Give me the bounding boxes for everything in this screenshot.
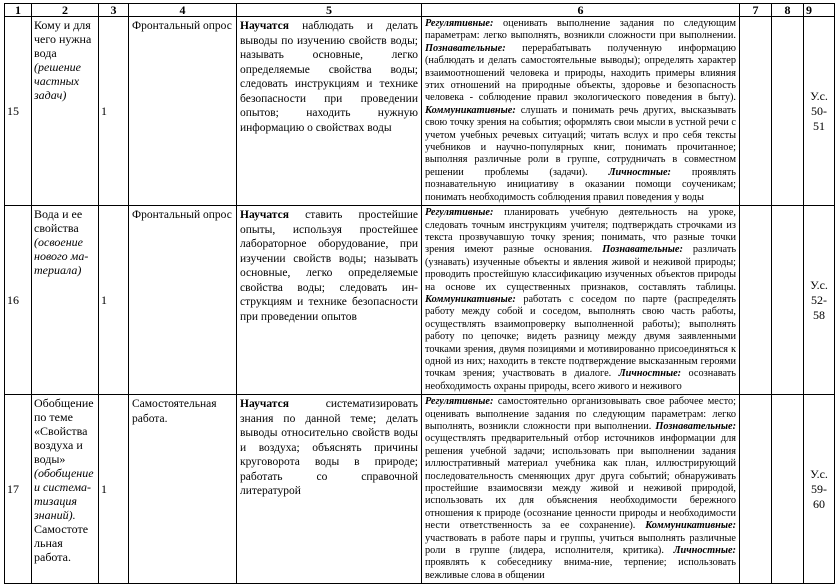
uud-text: осуществлять предварительный отбор источников информации для решения учебной задачи; использовать при выполнении задания иллюстративный материал учебника как план, иллюстрирующий последовательность сменяющих друг друга событий; обнаруживать простейшие взаимосвязи между живой и неживой природой, использовать их для объяснения необходимости бережного отношения к природе (осознание ценности природы и необходимости нести ответственность за ее сохранение).: [425, 433, 736, 532]
lesson-hours: 1: [99, 206, 129, 395]
uud-cell: [422, 17, 740, 206]
uud-text: проявлять к собеседнику внима-ние, терпение; использовать вежливые слова в общении: [425, 557, 736, 581]
outcome-label: Научатся: [240, 20, 289, 32]
outcome-text: ставить простейшие опыты, используя простейшее лабораторное оборудование, при изучении свойств воды; называть основные, легко определяемые свойства воды; следовать ин-струкциям и технике безопасности при проведении опытов: [240, 209, 418, 323]
empty-cell: [772, 395, 804, 584]
table-row: [5, 395, 835, 584]
empty-cell: [772, 17, 804, 206]
uud-label: Коммуникативные:: [425, 104, 516, 116]
uud-label: Познавательные:: [655, 421, 736, 432]
header-cell: 5: [237, 4, 422, 17]
lesson-number: 16: [5, 206, 32, 395]
lesson-topic: [32, 395, 99, 584]
pages-from: 50-: [811, 103, 827, 118]
outcome-label: Научатся: [240, 209, 289, 222]
uud-text: участвовать в работе пары и группы, учиться выполнять различные роли в группе (лидера, исполнителя, критика).: [425, 532, 736, 557]
uud-cell: [422, 395, 740, 584]
uud-label: Познавательные:: [602, 244, 683, 256]
lesson-topic: [32, 17, 99, 206]
topic-tail: Самостоте льная работа.: [34, 522, 89, 565]
header-cell: 1: [5, 4, 32, 17]
uud-text: работать с соседом по парте (распределять работу между собой и соседом, выполнять свою часть работы, осуществлять взаимопроверку выполненной работы); выполнять работу по цепочке; видеть разницу между двумя заявленными точками зрения, двумя позициями и мотивированно присоединяться к одной из них; находить в тексте подтверждение высказанным героями точкам зрения; участвовать в диалоге.: [425, 293, 736, 380]
topic-title: Обобщение по теме «Свойства воздуха и воды»: [34, 396, 94, 467]
header-cell: 9: [804, 4, 835, 17]
header-cell: 8: [772, 4, 804, 17]
uud-text: самостоятельно организовывать свое рабочее место; оценивать выполнение задания по следующим параметрам: легко выполнять, возникли сложности при выполнении.: [425, 396, 736, 432]
pages-to: 60: [813, 496, 825, 511]
header-cell: 3: [99, 4, 129, 17]
empty-cell: [740, 17, 772, 206]
uud-text: планировать учебную деятельность на уроке, следовать точным инструкциям учителя; подтверждать строчками из текста прозвучавшую точку зрения; понимать, что разные точки зрения имеют разные основания.: [425, 207, 736, 256]
uud-label: Познавательные:: [425, 42, 506, 54]
header-cell: 7: [740, 4, 772, 17]
textbook-pages: [804, 206, 835, 395]
uud-label: Регулятивные:: [425, 18, 494, 29]
pages-from: 52-: [811, 292, 827, 307]
uud-text: различать (узнавать) изученные объекты и явления живой и неживой природы; проводить простейшую классификацию изученных объектов природы на основе их существенных признаков, составлять таблицы.: [425, 244, 737, 293]
empty-cell: [740, 206, 772, 395]
uud-cell: [422, 206, 740, 395]
uud-label: Регулятивные:: [425, 396, 494, 408]
lesson-hours: 1: [99, 17, 129, 206]
uud-text: проявлять познавательную инициативу в оказании помощи соученикам; понимать необходимость соблюдения правил поведения у воды: [425, 166, 736, 203]
outcome-text: систематизировать знания по данной теме; делать выводы относительно свойств воды и воздуха; объяснять причины круговорота воды в природе; работать со справочной литературой: [240, 398, 418, 498]
uud-label: Личностные:: [673, 545, 736, 557]
uud-text: перерабатывать полученную информацию (наблюдать и делать самостоятельные выводы); определять характер взаимоотношений человека и природы, находить примеры влияния этих отношений на природные объекты, здоровье и безопасность человека - соблюдение правил экологического поведения в быту).: [425, 42, 736, 104]
uud-text: осознавать необходимость охраны природы, всего живого и неживого: [425, 368, 737, 392]
topic-title: Кому и для чего нужна вода: [34, 18, 92, 60]
header-row: [5, 4, 835, 17]
pages-to: 51: [813, 118, 825, 133]
pages-label: У.с.: [810, 466, 828, 481]
empty-cell: [772, 206, 804, 395]
table-row: [5, 206, 835, 395]
uud-text: оценивать выполнение задания по следующим параметрам: легко выполнять, возникли сложности при выполнении.: [425, 18, 736, 42]
pages-to: 58: [813, 307, 825, 322]
lesson-topic: [32, 206, 99, 395]
header-cell: 6: [422, 4, 740, 17]
outcome-text: наблюдать и делать выводы по изучению свойств воды; называть основные, легко определяемые свойства воды; следовать инструкциям и технике безопасности при проведении опытов; находить нужную информацию о свойствах воды: [240, 20, 418, 134]
pages-from: 59-: [811, 481, 827, 496]
topic-title: Вода и ее свойства: [34, 207, 83, 236]
uud-text: слушать и понимать речь других, высказывать свою точку зрения на события; оформлять свои мысли в устной речи с учетом учебных речевых ситуаций; читать вслух и про себя тексты учебников и научно-популярных книг, понимать прочитанное; выполняя различные роли в группе, сотрудничать в совместном решении проблемы (задачи).: [425, 104, 736, 178]
pages-label: У.с.: [810, 88, 828, 103]
table-row: [5, 17, 835, 206]
outcome-label: Научатся: [240, 398, 289, 411]
lesson-form: Фронтальный опрос: [129, 206, 237, 395]
lesson-form: Самостоятельная работа.: [129, 395, 237, 584]
uud-label: Коммуникативные:: [645, 520, 736, 532]
lesson-form: Фронтальный опрос: [129, 17, 237, 206]
topic-note: (освоение нового ма-териала): [34, 235, 89, 278]
lesson-number: 17: [5, 395, 32, 584]
empty-cell: [740, 395, 772, 584]
lesson-number: 15: [5, 17, 32, 206]
uud-label: Личностные:: [608, 166, 671, 178]
topic-note: (решение частных задач): [34, 60, 81, 102]
topic-note: (обобщение и система-тизация знаний).: [34, 466, 94, 523]
header-cell: 2: [32, 4, 99, 17]
textbook-pages: [804, 17, 835, 206]
textbook-pages: [804, 395, 835, 584]
uud-label: Коммуникативные:: [425, 293, 516, 305]
pages-label: У.с.: [810, 277, 828, 292]
lesson-hours: 1: [99, 395, 129, 584]
learning-outcomes: [237, 17, 422, 206]
learning-outcomes: [237, 206, 422, 395]
header-cell: 4: [129, 4, 237, 17]
learning-outcomes: [237, 395, 422, 584]
uud-label: Личностные:: [618, 368, 682, 380]
uud-label: Регулятивные:: [425, 207, 494, 219]
lesson-plan-table: [4, 3, 835, 584]
